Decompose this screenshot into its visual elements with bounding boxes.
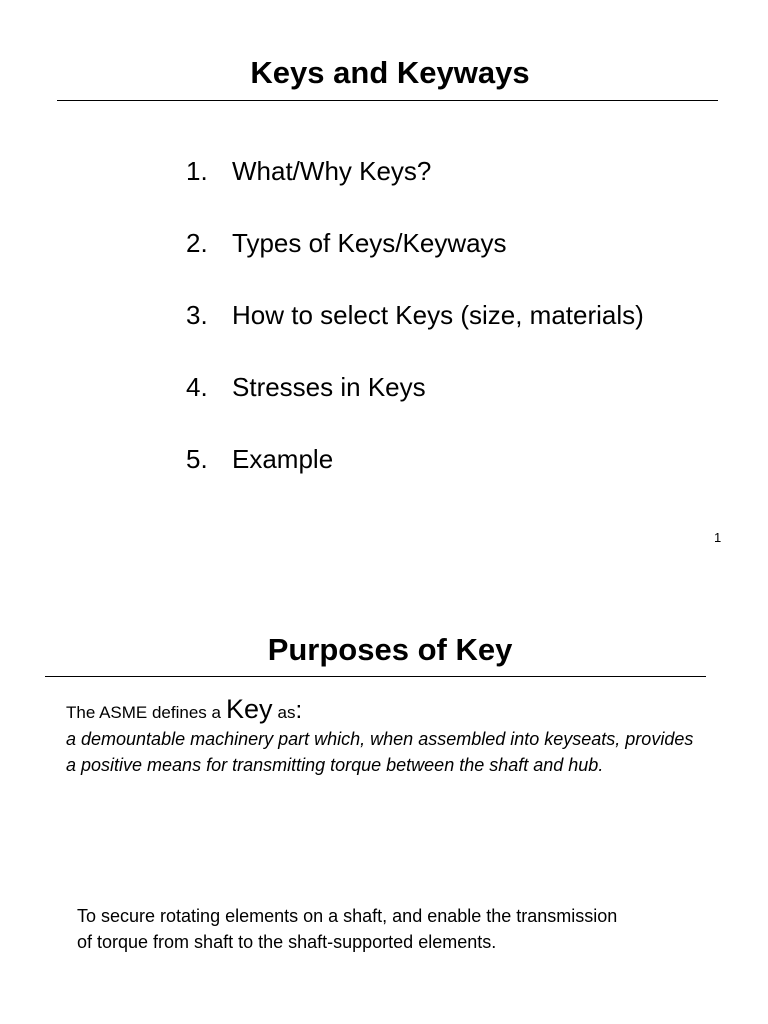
key-definition (66, 696, 706, 778)
agenda-item (186, 154, 644, 226)
definition-key-word: Key (226, 694, 273, 724)
agenda-item (186, 298, 644, 370)
agenda-item (186, 442, 644, 514)
page-number: 1 (714, 530, 722, 545)
agenda-text: Types of Keys/Keyways (232, 228, 507, 258)
definition-lead: The ASME defines a (66, 703, 221, 722)
definition-as: as (277, 703, 296, 722)
agenda-text: Stresses in Keys (232, 372, 426, 402)
agenda-item (186, 226, 644, 298)
slide-title: Keys and Keyways (250, 55, 530, 90)
agenda-item (186, 370, 644, 442)
agenda-number: 2. (186, 228, 208, 258)
agenda-number: 4. (186, 372, 208, 402)
agenda-number: 5. (186, 444, 208, 474)
slide-title: Purposes of Key (267, 632, 513, 667)
agenda-text: Example (232, 444, 334, 474)
definition-colon: : (295, 697, 303, 724)
definition-text: a demountable machinery part which, when assembled into keyseats, provides a positive means for transmitting torque between the shaft and hub. (66, 729, 694, 775)
agenda-text: How to select Keys (size, materials) (232, 300, 644, 330)
slide-purposes-of-key (0, 600, 768, 1024)
agenda-number: 3. (186, 300, 208, 330)
title-divider (57, 100, 718, 101)
purpose-text: To secure rotating elements on a shaft, and enable the transmission of torque from shaft to the shaft-supported elements. (77, 906, 618, 952)
agenda-list (186, 154, 644, 514)
agenda-text: What/Why Keys? (232, 156, 432, 186)
agenda-number: 1. (186, 156, 208, 186)
title-divider (45, 676, 706, 677)
